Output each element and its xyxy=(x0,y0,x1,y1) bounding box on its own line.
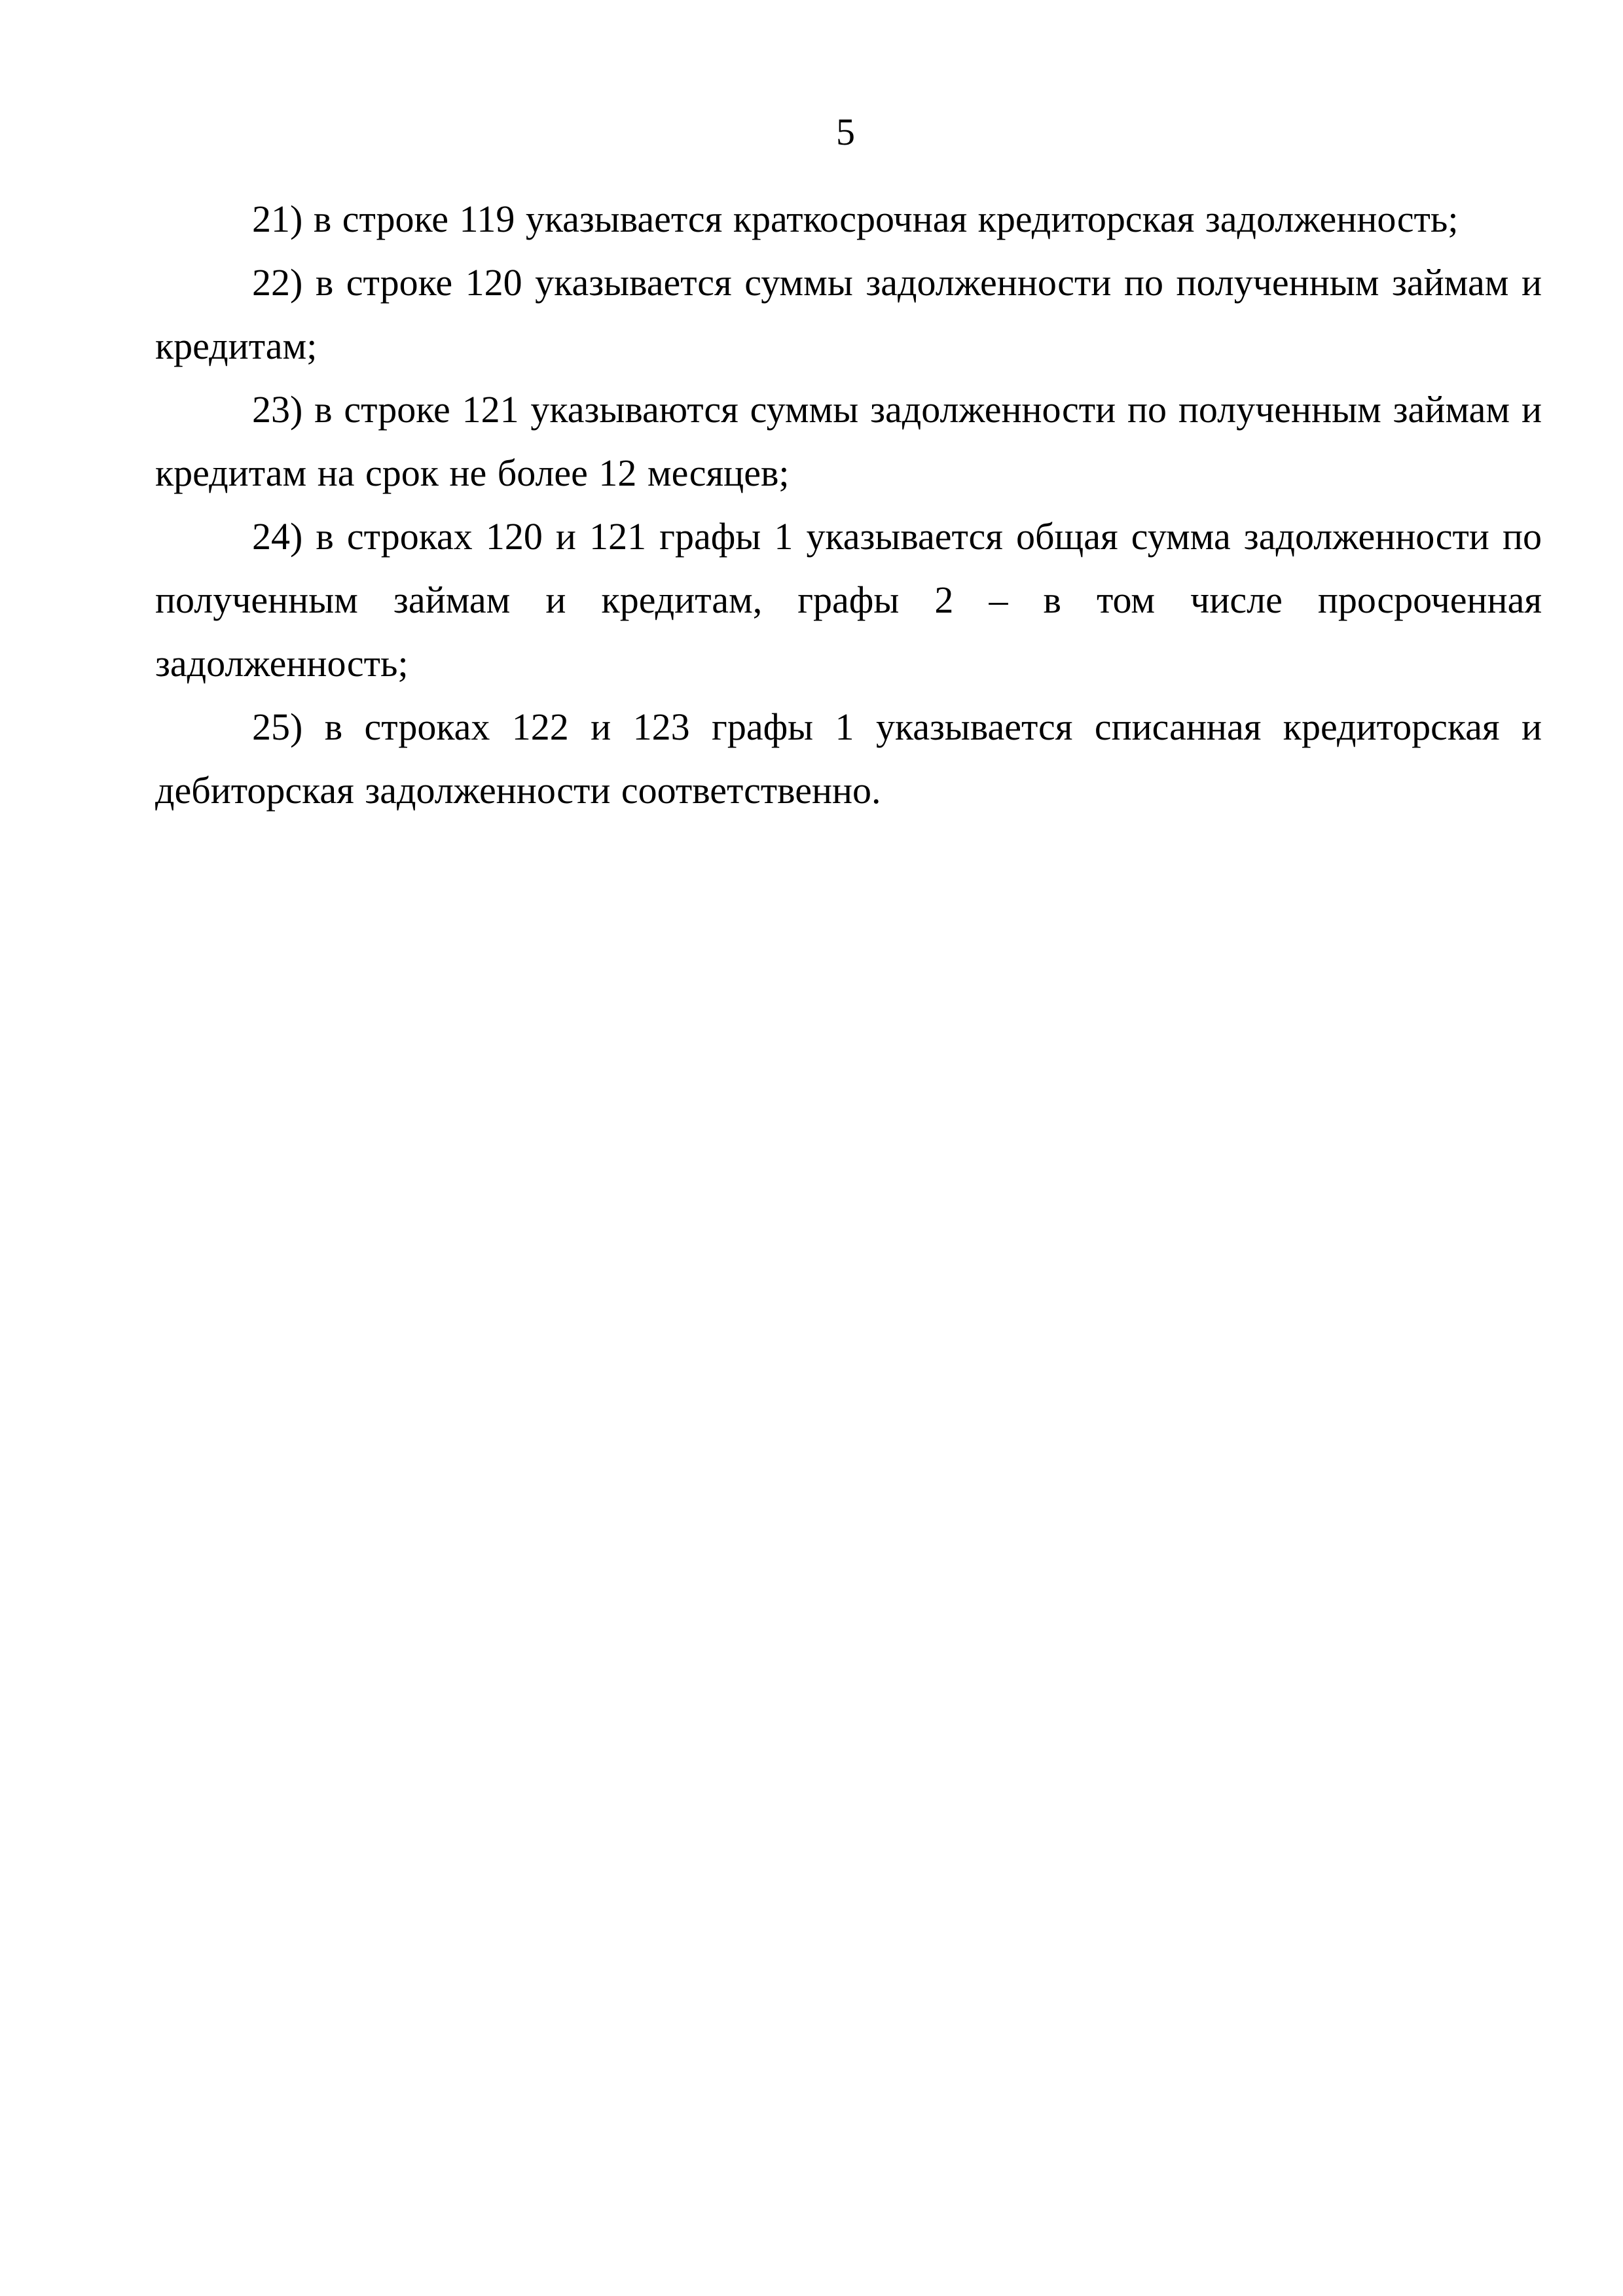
paragraph-item-25: 25) в строках 122 и 123 графы 1 указывается списанная кредиторская и дебиторская задолженности соответственно. xyxy=(155,706,1542,812)
paragraph-item-24: 24) в строках 120 и 121 графы 1 указывается общая сумма задолженности по полученным займам и кредитам, графы 2 – в том числе просроченная задолженность; xyxy=(155,515,1542,685)
paragraph-item-23: 23) в строке 121 указываются суммы задолженности по полученным займам и кредитам на срок не более 12 месяцев; xyxy=(155,388,1542,494)
paragraph-item-22: 22) в строке 120 указывается суммы задолженности по полученным займам и кредитам; xyxy=(155,261,1542,367)
paragraph-item-21: 21) в строке 119 указывается краткосрочная кредиторская задолженность; xyxy=(252,198,1459,240)
document-body-text xyxy=(155,187,1542,822)
page-number: 5 xyxy=(836,111,855,153)
